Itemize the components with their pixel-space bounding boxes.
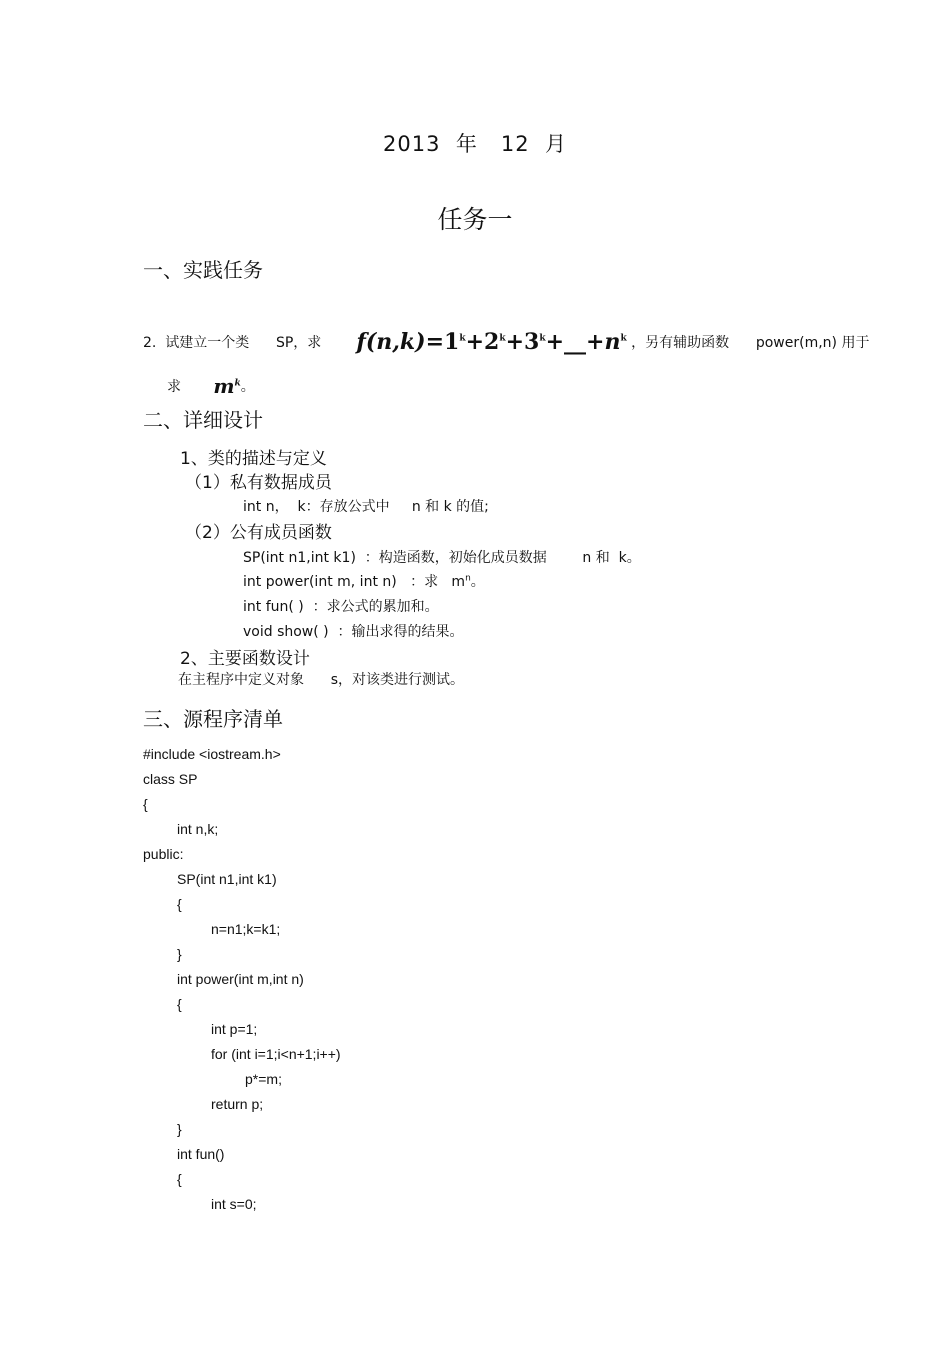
function-item-fun: int fun( ) ：求公式的累加和。 <box>243 599 439 615</box>
main-function-description: 在主程序中定义对象 s，对该类进行测试。 <box>178 672 464 688</box>
formula-term-4: +__+n <box>545 329 621 355</box>
code-line: #include <iostream.h> <box>143 746 281 762</box>
formula-exp-4: k <box>620 333 627 344</box>
power-base: m <box>213 374 235 398</box>
task-prefix: 2. 试建立一个类 SP，求 <box>143 335 326 351</box>
document-title: 任务一 <box>437 205 513 234</box>
code-line: { <box>143 796 148 812</box>
private-member-item: int n， k：存放公式中 n 和 k 的值; <box>243 499 489 515</box>
code-line: int power(int m,int n) <box>177 971 304 987</box>
code-line: int p=1; <box>211 1021 258 1037</box>
code-line: return p; <box>211 1096 264 1112</box>
code-line: class SP <box>143 771 198 787</box>
function-item-power-suffix: 。 <box>470 574 485 590</box>
code-line: int fun() <box>177 1146 225 1162</box>
function-item-show: void show( ) ：输出求得的结果。 <box>243 624 464 640</box>
code-line: } <box>177 946 182 962</box>
formula-term-3: +3 <box>505 329 540 355</box>
formula-term-1: 1 <box>444 329 460 355</box>
power-exp: k <box>234 378 241 389</box>
formula-args: (n,k) <box>365 329 426 355</box>
code-line: n=n1;k=k1; <box>211 921 281 937</box>
subheading-main-function: 2、主要函数设计 <box>180 649 310 669</box>
function-item-power-sup: n <box>465 573 471 584</box>
formula-exp-2: k <box>499 333 506 344</box>
function-item-power-prefix: int power(int m, int n) ：求 m <box>243 574 466 590</box>
subheading-private-members: （1）私有数据成员 <box>185 473 332 493</box>
formula-eq: = <box>425 329 445 355</box>
section-heading-detailed-design: 二、详细设计 <box>143 408 263 432</box>
formula-image <box>326 303 627 381</box>
code-line: { <box>177 996 182 1012</box>
code-line: { <box>177 896 182 912</box>
formula-term-2: +2 <box>465 329 500 355</box>
function-item-power <box>243 571 485 591</box>
subheading-class-definition: 1、类的描述与定义 <box>180 449 327 469</box>
formula-exp-1: k <box>459 333 466 344</box>
code-line: int n,k; <box>177 821 219 837</box>
formula-exp-3: k <box>539 333 546 344</box>
code-line: public: <box>143 846 184 862</box>
document-date: 2013 年 12 月 <box>383 132 567 156</box>
code-line: { <box>177 1171 182 1187</box>
code-line: int s=0; <box>211 1196 257 1212</box>
task-suffix: ，另有辅助函数 power(m,n) 用于 <box>626 335 870 351</box>
subheading-public-functions: （2）公有成员函数 <box>185 523 332 543</box>
code-line: for (int i=1;i<n+1;i++) <box>211 1046 341 1062</box>
code-line: } <box>177 1121 182 1137</box>
code-line: p*=m; <box>245 1071 282 1087</box>
req-suffix: 。 <box>240 379 255 395</box>
req-prefix: 求 <box>167 379 186 395</box>
code-line: SP(int n1,int k1) <box>177 871 277 887</box>
function-item-constructor: SP(int n1,int k1) ：构造函数，初始化成员数据 n 和 k。 <box>243 550 641 566</box>
formula-f: f <box>356 329 366 355</box>
section-heading-practice-task: 一、实践任务 <box>143 258 263 282</box>
section-heading-source-listing: 三、源程序清单 <box>143 707 283 731</box>
